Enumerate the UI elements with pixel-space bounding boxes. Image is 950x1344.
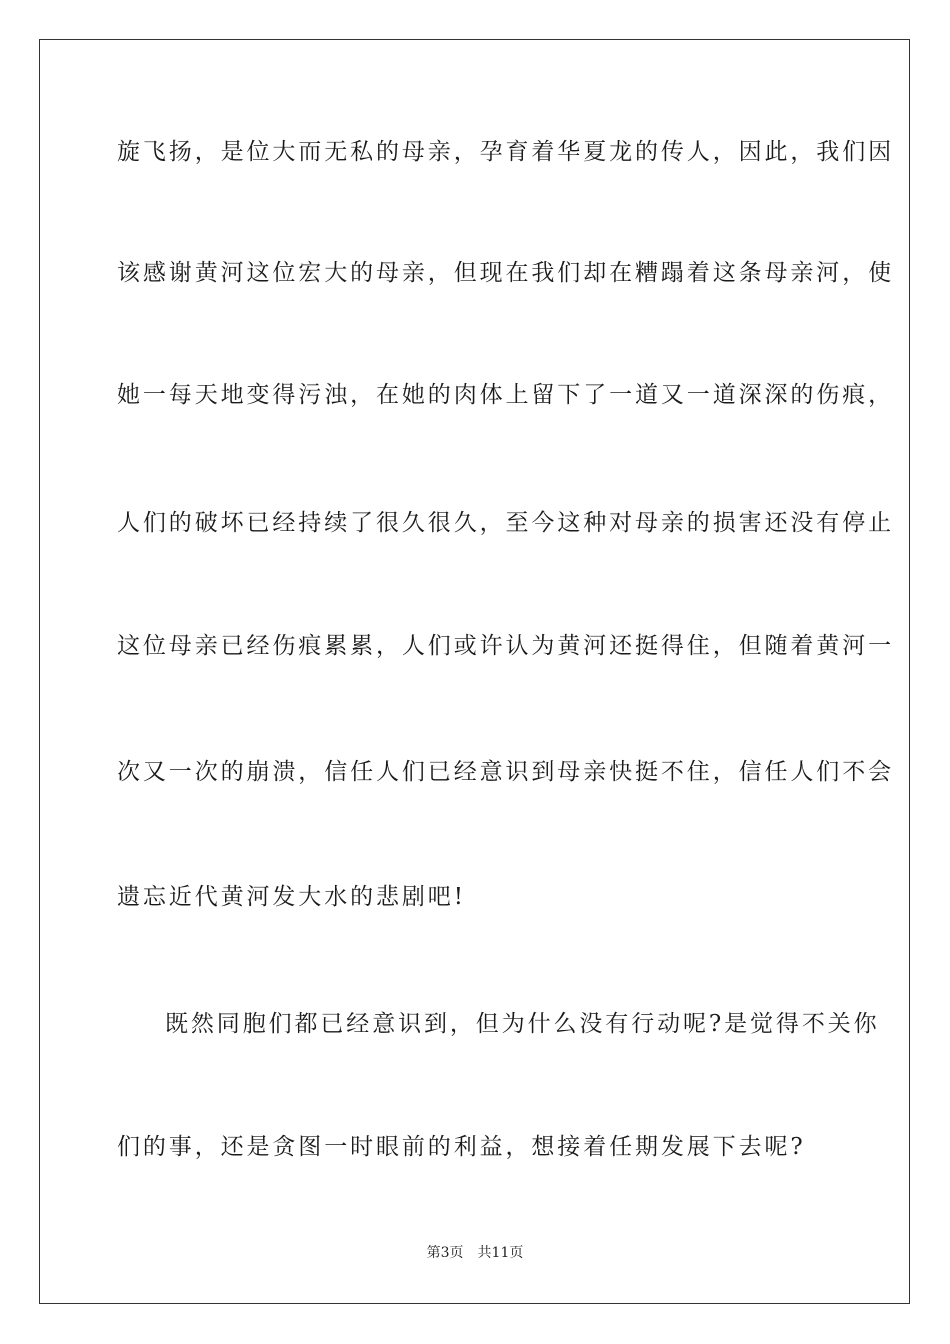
paragraph-line: 人们的破坏已经持续了很久很久，至今这种对母亲的损害还没有停止 [117,510,894,536]
paragraph-line-end: 们的事，还是贪图一时眼前的利益，想接着任期发展下去呢? [117,1134,806,1160]
page-number: 第3页 [426,1245,464,1261]
paragraph-line: 这位母亲已经伤痕累累，人们或许认为黄河还挺得住，但随着黄河一 [117,633,894,659]
paragraph-line: 旋飞扬，是位大而无私的母亲，孕育着华夏龙的传人，因此，我们因 [117,139,894,165]
paragraph-line: 她一每天地变得污浊，在她的肉体上留下了一道又一道深深的伤痕， [117,382,894,408]
paragraph-line: 次又一次的崩溃，信任人们已经意识到母亲快挺不住，信任人们不会 [117,759,894,785]
paragraph-line: 该感谢黄河这位宏大的母亲，但现在我们却在糟蹋着这条母亲河，使 [117,260,894,286]
page-border [39,39,910,1304]
page-footer [0,1244,950,1262]
paragraph-line-indented: 既然同胞们都已经意识到，但为什么没有行动呢?是觉得不关你 [165,1011,880,1037]
paragraph-line-end: 遗忘近代黄河发大水的悲剧吧! [117,884,466,910]
page-total: 共11页 [477,1245,524,1261]
